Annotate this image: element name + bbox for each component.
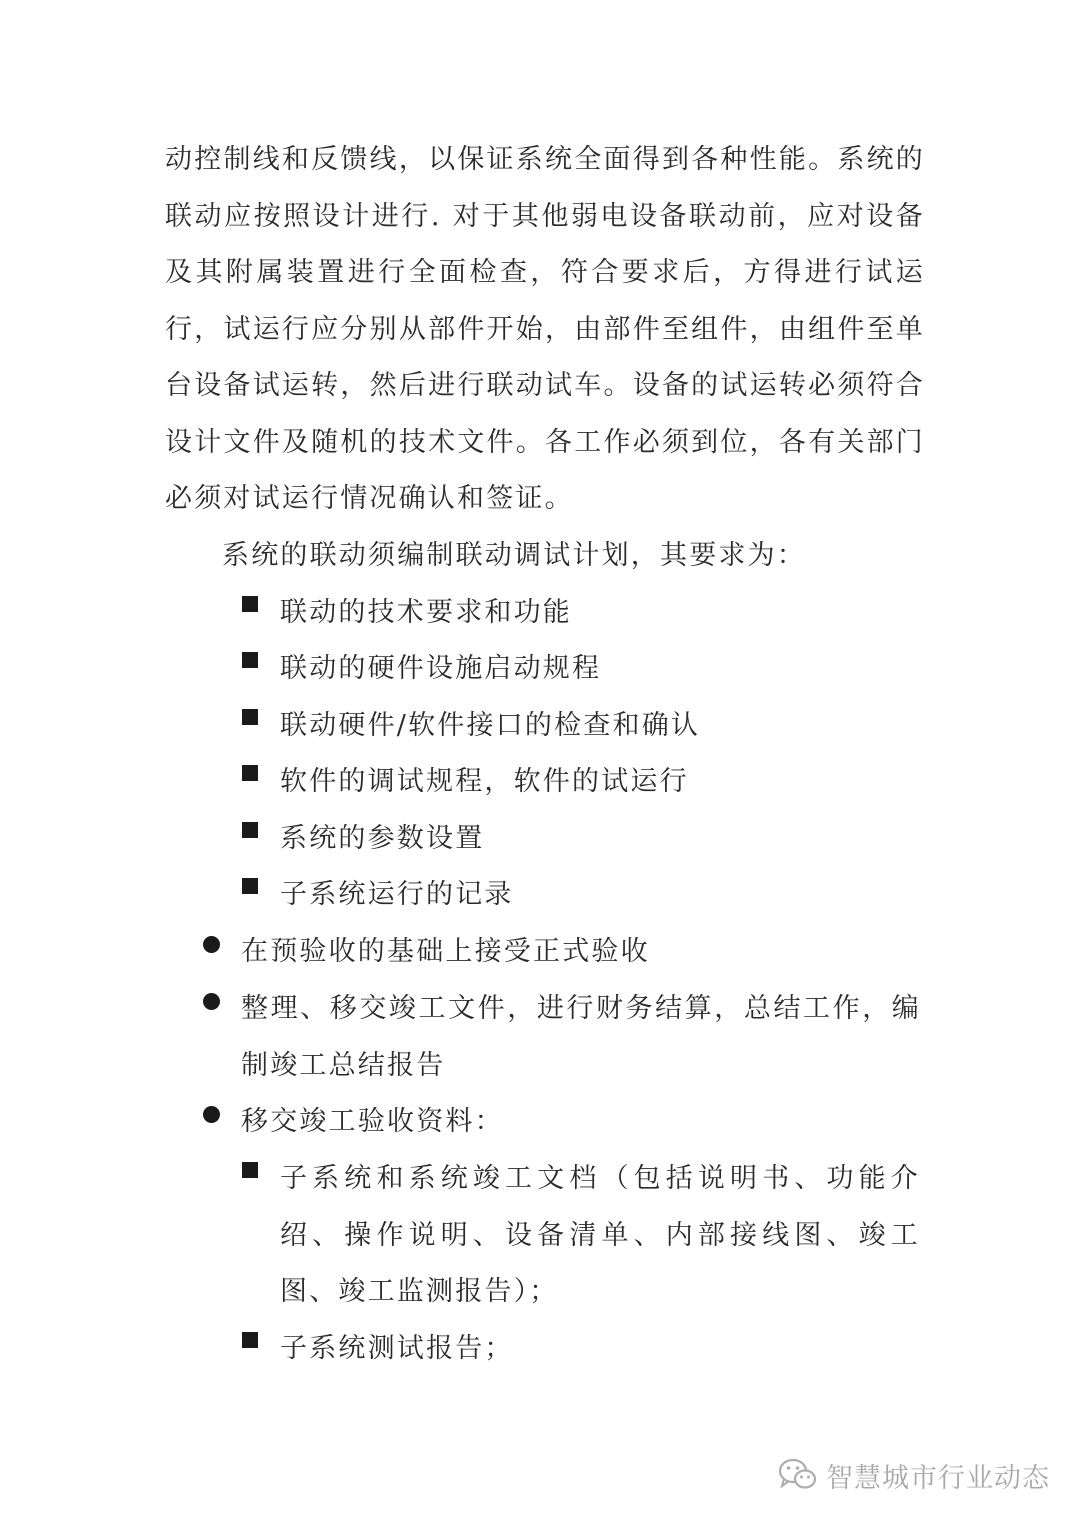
round-bullet-icon [203,936,220,953]
square-bullet-icon [242,652,258,668]
square-bullet-icon [242,596,258,612]
round-bullet-icon [203,993,220,1010]
bullet-item-text: 在预验收的基础上接受正式验收 [241,936,650,967]
plan-heading: 系统的联动须编制联动调试计划，其要求为： [222,540,806,571]
bullet-item-text: 整理、移交竣工文件，进行财务结算，总结工作，编制竣工总结报告 [241,993,921,1081]
handover-item-text: 子系统和系统竣工文档（包括说明书、功能介绍、操作说明、设备清单、内部接线图、竣工图、竣工监测报告）； [280,1163,920,1307]
watermark-text: 智慧城市行业动态 [826,1462,1050,1494]
square-bullet-icon [242,765,258,781]
handover-item-text: 子系统测试报告； [280,1333,514,1364]
square-bullet-icon [242,1162,258,1178]
plan-item-text: 软件的调试规程，软件的试运行 [280,766,689,797]
square-bullet-icon [242,878,258,894]
plan-item-text: 系统的参数设置 [280,823,485,854]
square-bullet-icon [242,822,258,838]
watermark [778,1453,1050,1497]
plan-item-text: 联动的硬件设施启动规程 [280,653,602,684]
plan-item-text: 联动硬件/软件接口的检查和确认 [280,710,701,741]
square-bullet-icon [242,1332,258,1348]
wechat-icon [778,1457,818,1493]
bullet-item-text: 移交竣工验收资料： [241,1106,504,1137]
intro-paragraph: 动控制线和反馈线，以保证系统全面得到各种性能。系统的联动应按照设计进行. 对于其他弱电设备联动前，应对设备及其附属装置进行全面检查，符合要求后，方得进行试运行，试运行应分别从部件开始，由部件至组件，由组件至单台设备试运转，然后进行联动试车。设备的试运转必须符合设计文件及随机的技术文件。各工作必须到位，各有关部门必须对试运行情况确认和签证。 [165,144,925,514]
plan-item-text: 联动的技术要求和功能 [280,597,572,628]
round-bullet-icon [203,1106,220,1123]
square-bullet-icon [242,709,258,725]
plan-item-text: 子系统运行的记录 [280,879,514,910]
